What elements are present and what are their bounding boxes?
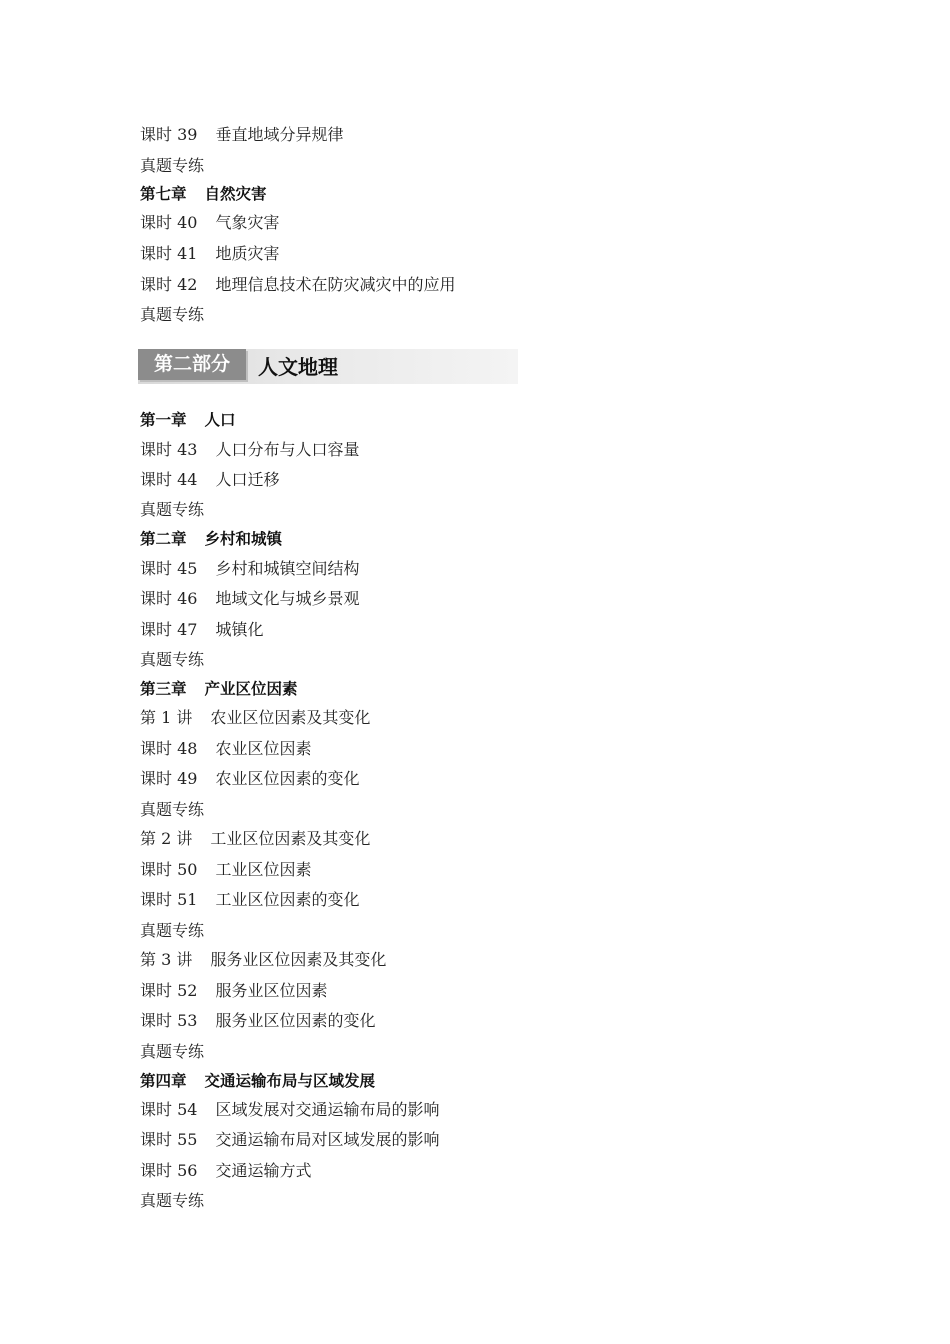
review-entry — [140, 1042, 204, 1062]
lesson-entry — [140, 769, 359, 789]
entry-number: 课时 50 — [140, 860, 198, 879]
entry-number: 课时 43 — [140, 440, 198, 459]
part-banner — [138, 349, 518, 384]
entry-title: 真题专练 — [140, 800, 205, 819]
entry-number: 第 1 讲 — [140, 708, 193, 727]
entry-number: 第三章 — [140, 680, 187, 698]
entry-number: 第 3 讲 — [140, 950, 193, 969]
lecture-entry — [140, 708, 370, 728]
review-entry — [140, 156, 204, 176]
entry-number: 课时 48 — [140, 739, 198, 758]
lesson-entry — [140, 739, 311, 759]
part-title: 人文地理 — [258, 355, 338, 379]
chapter-heading — [140, 184, 267, 204]
entry-title: 服务业区位因素及其变化 — [210, 950, 387, 969]
entry-number: 课时 47 — [140, 620, 198, 639]
entry-number: 课时 54 — [140, 1100, 198, 1119]
entry-title: 交通运输布局对区域发展的影响 — [215, 1130, 440, 1149]
review-entry — [140, 305, 204, 325]
lesson-entry — [140, 589, 359, 609]
chapter-heading — [140, 1071, 375, 1091]
entry-number: 课时 39 — [140, 125, 198, 144]
entry-title: 地域文化与城乡景观 — [215, 589, 360, 608]
entry-title: 农业区位因素的变化 — [215, 769, 360, 788]
entry-number: 课时 51 — [140, 890, 198, 909]
entry-title: 自然灾害 — [204, 185, 267, 203]
review-entry — [140, 1191, 204, 1211]
chapter-heading — [140, 679, 298, 699]
entry-title: 真题专练 — [140, 650, 205, 669]
entry-title: 交通运输方式 — [215, 1161, 312, 1180]
entry-title: 服务业区位因素 — [215, 981, 328, 1000]
chapter-heading — [140, 410, 236, 430]
entry-title: 区域发展对交通运输布局的影响 — [215, 1100, 440, 1119]
entry-number: 课时 53 — [140, 1011, 198, 1030]
lesson-entry — [140, 244, 279, 264]
entry-title: 工业区位因素 — [215, 860, 312, 879]
review-entry — [140, 500, 204, 520]
entry-number: 第七章 — [140, 185, 187, 203]
entry-title: 人口 — [204, 411, 236, 429]
lesson-entry — [140, 981, 327, 1001]
entry-title: 真题专练 — [140, 305, 205, 324]
entry-title: 人口迁移 — [215, 470, 280, 489]
entry-title: 农业区位因素 — [215, 739, 312, 758]
entry-title: 真题专练 — [140, 500, 205, 519]
entry-title: 真题专练 — [140, 921, 205, 940]
entry-title: 城镇化 — [215, 620, 264, 639]
review-entry — [140, 650, 204, 670]
lecture-entry — [140, 950, 386, 970]
entry-number: 课时 46 — [140, 589, 198, 608]
entry-title: 服务业区位因素的变化 — [215, 1011, 376, 1030]
entry-title: 乡村和城镇 — [204, 530, 283, 548]
entry-number: 课时 40 — [140, 213, 198, 232]
lesson-entry — [140, 890, 359, 910]
entry-title: 产业区位因素 — [204, 680, 298, 698]
entry-title: 气象灾害 — [215, 213, 280, 232]
entry-title: 工业区位因素及其变化 — [210, 829, 371, 848]
entry-title: 交通运输布局与区域发展 — [204, 1072, 376, 1090]
lesson-entry — [140, 440, 359, 460]
entry-number: 课时 41 — [140, 244, 198, 263]
lesson-entry — [140, 470, 279, 490]
lesson-entry — [140, 125, 343, 145]
entry-number: 课时 52 — [140, 981, 198, 1000]
entry-title: 垂直地域分异规律 — [215, 125, 344, 144]
lesson-entry — [140, 1100, 439, 1120]
entry-number: 课时 45 — [140, 559, 198, 578]
entry-number: 课时 44 — [140, 470, 198, 489]
entry-title: 地质灾害 — [215, 244, 280, 263]
lesson-entry — [140, 1161, 311, 1181]
entry-number: 第二章 — [140, 530, 187, 548]
review-entry — [140, 800, 204, 820]
chapter-heading — [140, 529, 282, 549]
entry-number: 课时 49 — [140, 769, 198, 788]
lesson-entry — [140, 1011, 375, 1031]
lecture-entry — [140, 829, 370, 849]
entry-number: 第四章 — [140, 1072, 187, 1090]
lesson-entry — [140, 1130, 439, 1150]
part-label: 第二部分 — [138, 349, 246, 380]
lesson-entry — [140, 559, 359, 579]
entry-title: 农业区位因素及其变化 — [210, 708, 371, 727]
entry-title: 真题专练 — [140, 1191, 205, 1210]
entry-number: 第 2 讲 — [140, 829, 193, 848]
entry-number: 课时 55 — [140, 1130, 198, 1149]
entry-title: 人口分布与人口容量 — [215, 440, 360, 459]
lesson-entry — [140, 860, 311, 880]
entry-number: 课时 42 — [140, 275, 198, 294]
entry-title: 地理信息技术在防灾减灾中的应用 — [215, 275, 456, 294]
entry-title: 真题专练 — [140, 1042, 205, 1061]
lesson-entry — [140, 620, 263, 640]
entry-number: 课时 56 — [140, 1161, 198, 1180]
entry-title: 工业区位因素的变化 — [215, 890, 360, 909]
lesson-entry — [140, 275, 455, 295]
entry-title: 乡村和城镇空间结构 — [215, 559, 360, 578]
entry-title: 真题专练 — [140, 156, 205, 175]
lesson-entry — [140, 213, 279, 233]
review-entry — [140, 921, 204, 941]
entry-number: 第一章 — [140, 411, 187, 429]
